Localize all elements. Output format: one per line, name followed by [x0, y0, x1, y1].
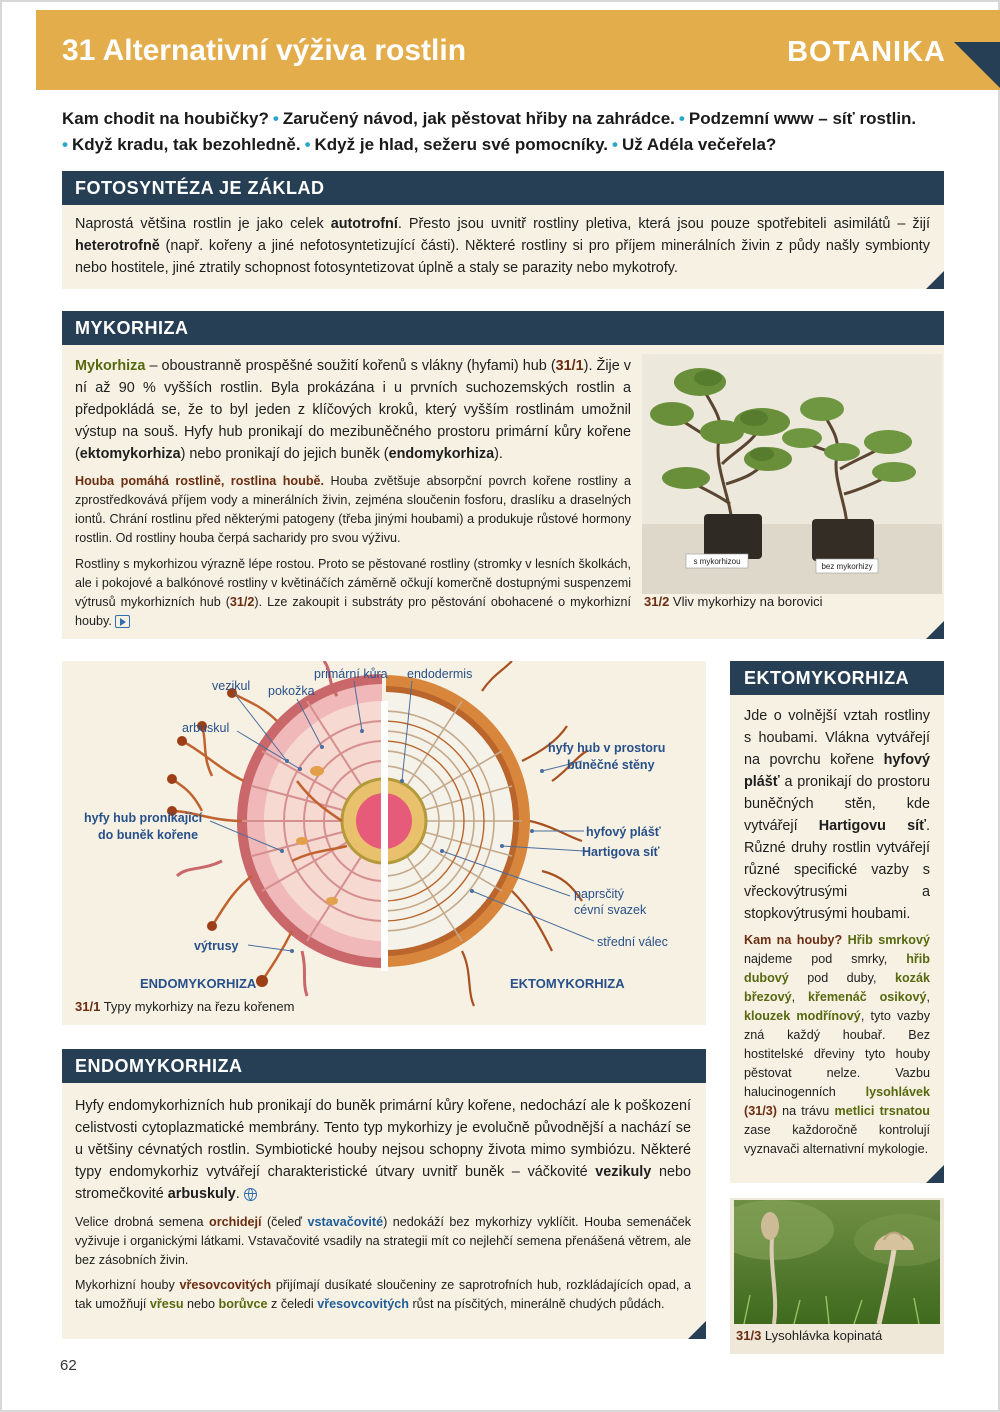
- keyword: vezikuly: [595, 1164, 652, 1180]
- pine-photo: [642, 354, 942, 594]
- keyword: ektomykorhiza: [79, 446, 181, 462]
- label-arbuskul: arbuskul: [182, 721, 230, 735]
- keyword: hyfový plášť: [744, 752, 930, 790]
- paragraph-lead: Kam na houby?: [744, 933, 843, 947]
- section-text: Jde o volnější vztah rostliny s houbami. Vlákna vytvářejí na povrchu kořene hyfový plášť a pronikají do prostoru buněčných stěn, kde vytvářejí Hartigovu síť. Různé druhy rostlin vytvářejí různé specifické vazby s vřeckovýtrusými a stopkovýtrusými houbami.: [744, 708, 930, 922]
- pine-illustration: [642, 354, 942, 594]
- label-paprscity-1: paprsčitý: [574, 887, 625, 901]
- label-hyfovy-plast: hyfový plášť: [586, 825, 661, 839]
- photo-label-left: s mykorhizou: [693, 557, 741, 566]
- bullet-dot-icon: •: [678, 109, 685, 128]
- figure-mykorhiza-types: [62, 661, 706, 1025]
- bullet-dot-icon: •: [612, 135, 618, 154]
- figure-caption: 31/1 Typy mykorhizy na řezu kořenem: [75, 999, 295, 1014]
- page-number: 62: [60, 1357, 77, 1374]
- corner-triangle: [688, 1321, 706, 1339]
- section-ektomykorhiza: [730, 661, 944, 1183]
- section-fotosynteza: [62, 171, 944, 289]
- intro-teasers: [62, 106, 962, 158]
- section-heading: ENDOMYKORHIZA: [62, 1049, 706, 1083]
- label-vezikul: vezikul: [212, 679, 251, 693]
- label-endomykorhiza: ENDOMYKORHIZA: [140, 976, 257, 991]
- figure-caption: 31/2 Vliv mykorhizy na borovici: [644, 594, 823, 609]
- keyword: Mykorhiza: [75, 358, 146, 374]
- header-corner-triangle: [954, 42, 1000, 90]
- label-hartigova-sit: Hartigova síť: [582, 845, 660, 859]
- label-hyfy-stena-1: hyfy hub v prostoru: [548, 741, 666, 755]
- keyword: Hartigovu síť: [818, 818, 926, 834]
- label-endodermis: endodermis: [407, 667, 473, 681]
- bullet-dot-icon: •: [304, 135, 311, 154]
- figure-caption: 31/3 Lysohlávka kopinatá: [736, 1328, 883, 1343]
- section-text-small: Velice drobná semena orchidejí (čeleď vstavačovité) nedokáží bez mykorhizy vyklíčit. Houba semenáček vyživuje i organickými látkami. Vstavačovité vsadily na strategii mít co nejlehčí semena přenášená větrem, ale bez zásobních živin.: [75, 1215, 692, 1267]
- section-text-small: Kam na houby? Hřib smrkový najdeme pod smrky, hřib dubový pod duby, kozák březový, křemenáč osikový, klouzek modřínový, tyto vazby zná každý houbař. Bez hostitelské dřeviny tyto houby pěstovat nelze. Vazbu halucinogenních lysohlávek (31/3) na trávu metlici trsnatou zase každoročně kontrolují vyznavači alternativní mykologie.: [744, 933, 931, 1156]
- bullet-dot-icon: •: [62, 135, 68, 154]
- label-stredni-valec: střední válec: [597, 935, 668, 949]
- section-text: Hyfy endomykorhizních hub pronikají do buněk primární kůry kořene, nedochází ale k poškození celistvosti cytoplazmatické membrány. Tento typ mykorhizy je evolučně původnější a nachází se u většiny cévnatých rostlin. Symbiotické houby nejsou schopny života mimo symbiózu. Některé typy endomykorhiz vytvářejí charakteristické útvary uvnitř buněk – váčkovité vezikuly nebo stromečkovité arbuskuly.: [75, 1098, 691, 1202]
- root-cross-section-diagram: [62, 661, 706, 1025]
- section-text: Naprostá většina rostlin je jako celek autotrofní. Přesto jsou uvnitř rostliny pletiva, která jsou pouze spotřebiteli asimilátů – žijí heterotrofně (např. kořeny a jiné nefotosyntetizující části). Některé rostliny si pro příjem minerálních živin z půdy našly symbionty nebo hostitele, jiné ztratily schopnost fotosyntetizovat úplně a staly se parazity nebo mykotrofy.: [75, 216, 931, 276]
- paragraph-lead: Houba pomáhá rostlině, rostlina houbě.: [75, 474, 325, 488]
- teaser: Zaručený návod, jak pěstovat hřiby na zahrádce.: [282, 109, 675, 128]
- corner-triangle: [926, 621, 944, 639]
- label-paprscity-2: cévní svazek: [574, 903, 647, 917]
- section-text-small: Rostliny s mykorhizou výrazně lépe rostou. Proto se pěstované rostliny (stromky v lesních školkách, ale i pokojové a balkónové rostliny v květináčích záměrně očkují komerčně dostupnými suspenzemi výtrusů mykorhizních hub (31/2). Lze zakoupit i substráty pro pěstování obohacené o mykorhizní houby.: [75, 557, 631, 628]
- photo-label-right: bez mykorhizy: [821, 562, 873, 571]
- bullet-dot-icon: •: [272, 109, 279, 128]
- teaser: Když kradu, tak bezohledně.: [71, 135, 301, 154]
- teaser: Když je hlad, sežeru své pomocníky.: [314, 135, 609, 154]
- mushroom-photo-frame: [730, 1198, 944, 1354]
- section-heading: EKTOMYKORHIZA: [730, 661, 944, 695]
- play-media-icon[interactable]: [115, 615, 130, 628]
- section-text-small: Houba pomáhá rostlině, rostlina houbě. Houba zvětšuje absorpční povrch kořene rostliny a zprostředkovává příjem vody a minerálních živin, zejména sloučenin fosforu, draslíku a draselných iontů. Chrání rostlinu před některými patogeny (třeba jinými houbami) a produkuje růstové hormony rostlin. Od rostliny houba čerpá sacharidy pro svou výživu.: [75, 474, 631, 545]
- corner-triangle: [926, 1165, 944, 1183]
- section-text-small: Mykorhizní houby vřesovcovitých přijímají dusíkaté sloučeniny ze saprotrofních hub, rozkládajících opad, a tak umožňují vřesu nebo borůvce z čeledi vřesovcovitých růst na písčitých, minerálně chudých půdách.: [75, 1278, 691, 1311]
- chapter-header: [36, 10, 1000, 90]
- corner-triangle: [926, 271, 944, 289]
- subject-label: BOTANIKA: [787, 36, 946, 68]
- section-endomykorhiza: [62, 1049, 706, 1339]
- label-primarni-kura: primární kůra: [314, 667, 388, 681]
- label-hyfy-pronik-2: do buněk kořene: [98, 828, 199, 842]
- teaser: Už Adéla večeřela?: [621, 135, 777, 154]
- mushroom-illustration: [734, 1200, 940, 1324]
- section-mykorhiza: [62, 311, 944, 639]
- figure-ref: (31/3): [744, 1104, 777, 1118]
- label-vytrusy: výtrusy: [194, 939, 239, 953]
- teaser: Kam chodit na houbičky?: [62, 109, 269, 128]
- teaser: Podzemní www – síť rostlin.: [688, 109, 917, 128]
- label-pokozka: pokožka: [268, 684, 315, 698]
- keyword: autotrofní: [330, 216, 398, 232]
- figure-ref: 31/2: [229, 595, 255, 609]
- section-text: Mykorhiza – oboustranně prospěšné soužití kořenů s vlákny (hyfami) hub (31/1). Žije v ní až 90 % vyšších rostlin. Byla prokázána i u prvních suchozemských rostlin a předpokládá se, že to byl jeden z klíčových kroků, který vyšším rostlinám umožnil výstup na souš. Hyfy hub pronikají do mezibuněčného prostoru primární kůry kořene (ektomykorhiza) nebo pronikají do jejich buněk (endomykorhiza).: [75, 358, 631, 462]
- keyword: endomykorhiza: [388, 446, 495, 462]
- figure-ref: 31/1: [555, 358, 584, 374]
- keyword: heterotrofně: [75, 238, 160, 254]
- globe-link-icon[interactable]: [244, 1188, 257, 1201]
- keyword: arbuskuly: [167, 1186, 236, 1202]
- chapter-title: 31 Alternativní výživa rostlin: [62, 34, 467, 67]
- section-heading: MYKORHIZA: [62, 311, 944, 345]
- label-hyfy-pronik-1: hyfy hub pronikající: [84, 811, 203, 825]
- label-ektomykorhiza: EKTOMYKORHIZA: [510, 976, 625, 991]
- label-hyfy-stena-2: buněčné stěny: [567, 758, 655, 772]
- section-heading: FOTOSYNTÉZA JE ZÁKLAD: [62, 171, 944, 205]
